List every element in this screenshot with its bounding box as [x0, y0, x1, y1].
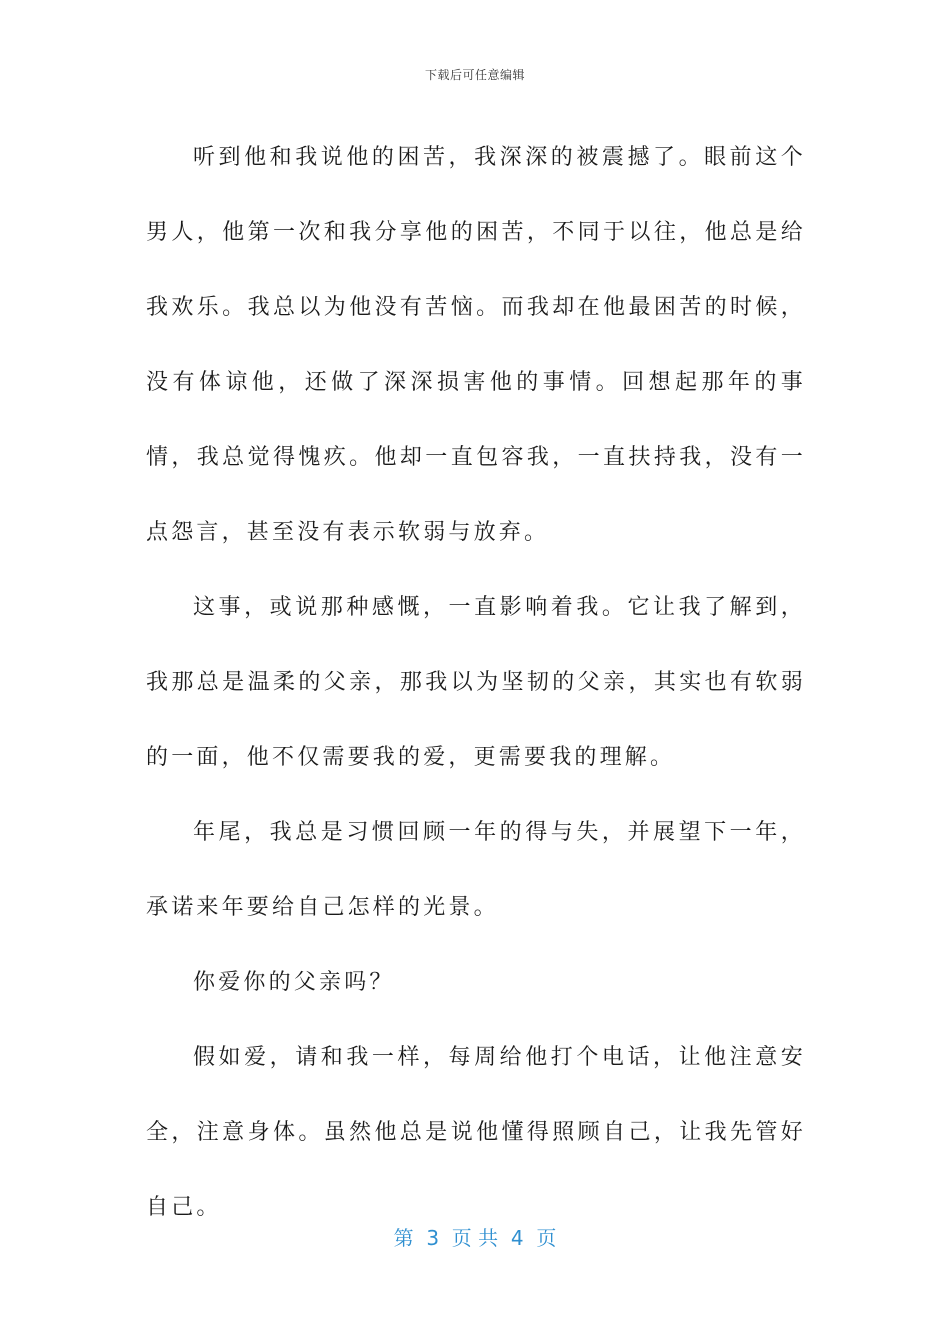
paragraph: 这事，或说那种感慨，一直影响着我。它让我了解到，我那总是温柔的父亲，那我以为坚韧的父亲，其实也有软弱的一面，他不仅需要我的爱，更需要我的理解。	[146, 595, 806, 770]
document-body	[146, 120, 806, 1245]
paragraph: 听到他和我说他的困苦，我深深的被震撼了。眼前这个男人，他第一次和我分享他的困苦，不同于以往，他总是给我欢乐。我总以为他没有苦恼。而我却在他最困苦的时候，没有体谅他，还做了深深损害他的事情。回想起那年的事情，我总觉得愧疚。他却一直包容我，一直扶持我，没有一点怨言，甚至没有表示软弱与放弃。	[146, 145, 806, 545]
page-number-footer: 第 3 页 共 4 页	[393, 1226, 557, 1250]
paragraph: 年尾，我总是习惯回顾一年的得与失，并展望下一年，承诺来年要给自己怎样的光景。	[146, 820, 806, 920]
paragraph: 你爱你的父亲吗？	[193, 970, 395, 995]
header-note: 下载后可任意编辑	[424, 68, 525, 82]
paragraph: 假如爱，请和我一样，每周给他打个电话，让他注意安全，注意身体。虽然他总是说他懂得照顾自己，让我先管好自己。	[146, 1045, 806, 1220]
